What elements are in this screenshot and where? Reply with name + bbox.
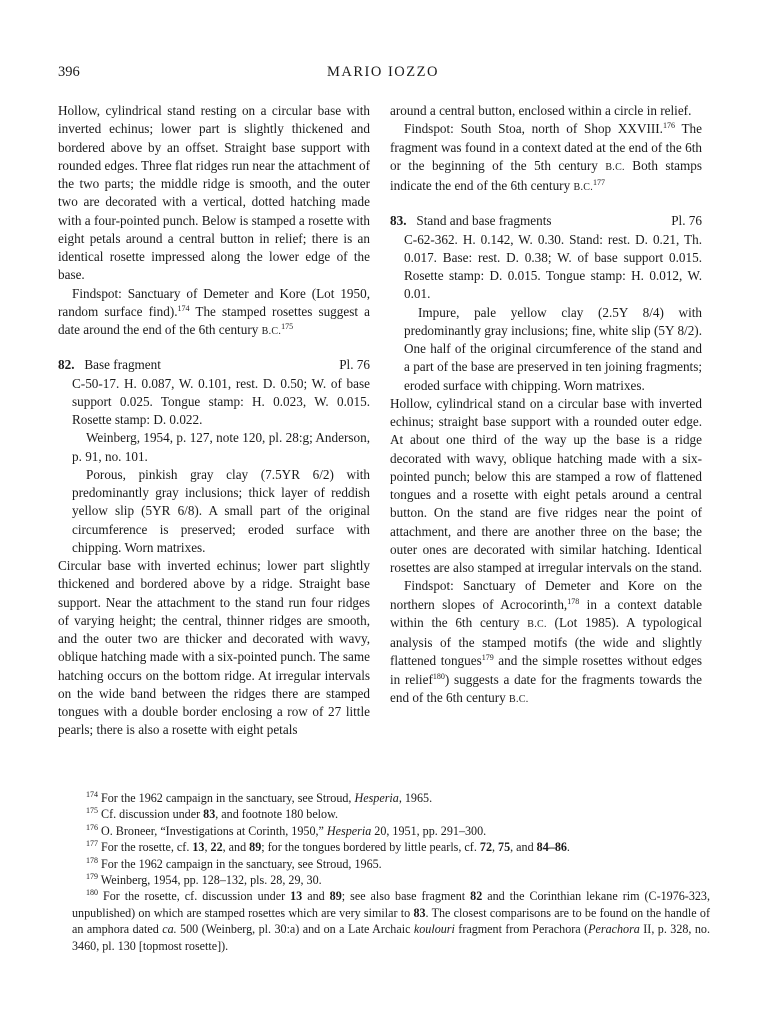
- stand-description: Hollow, cylindrical stand resting on a circular base with inverted echinus; lower part is slightly thickened and bordered above by an offset. Straight base support with rounded edges. Three flat ridges run near the attachment of the two parts; the middle ridge is smooth, and the outer two are decorated with a vertical, dotted hatching made with a four-pointed punch. Below is stamped a rosette with eight petals around a central button in relief; there is an identical rosette impressed along the lower edge of the base.: [58, 103, 370, 283]
- footnote-ref[interactable]: 178: [567, 596, 580, 606]
- footnote-ref[interactable]: 180: [432, 671, 445, 681]
- catalog-ref: 13: [192, 840, 205, 855]
- footnote-text: For the rosette, cf.: [98, 840, 193, 855]
- footnote-italic: koulouri: [413, 922, 455, 937]
- footnote-175: [58, 806, 710, 822]
- catalog-ref: 82: [470, 889, 483, 904]
- footnote-text: II, p. 328, no. 3460, pl. 130 [topmost rosette]).: [72, 922, 710, 953]
- footnote-text: . The closest comparisons are to be found on the handle of an amphora dated: [72, 905, 710, 937]
- findspot-text: The fragment was found in a context dated at the end of the 6th or the beginning of the 5th century: [390, 121, 703, 173]
- entry-83-findspot: [390, 577, 702, 709]
- footnote-text: 20, 1951, pp. 291–300.: [371, 823, 487, 838]
- footnote-ref[interactable]: 176: [662, 121, 675, 131]
- footnote-179: [58, 872, 710, 888]
- footnote-text: For the 1962 campaign in the sanctuary, see Stroud,: [98, 791, 355, 805]
- footnote-number: 175: [86, 806, 98, 816]
- footnote-text: For the rosette, cf. discussion under: [98, 889, 291, 904]
- footnote-text: Cf. discussion under: [98, 807, 204, 822]
- footnote-text: Weinberg, 1954, pp. 128–132, pls. 28, 29, 30.: [98, 873, 322, 888]
- entry-82-fabric: Porous, pinkish gray clay (7.5YR 6/2) with predominantly gray inclusions; thick layer of reddish yellow slip (5YR 6/8). A small part of the original circumference is preserved; eroded surface with chipping. Worn matrixes.: [72, 466, 370, 555]
- findspot-text: The stamped rosettes suggest a date around the end of the 6th century: [58, 303, 370, 337]
- findspot-text: (Lot 1985). A typological analysis of the stamped motifs (the wide and slightly flattened tongues: [390, 614, 702, 669]
- entry-83-description: Hollow, cylindrical stand on a circular base with inverted echinus; straight base support with a rounded outer edge. At about one third of the way up the base is a ridge decorated with wavy, oblique hatching made with a six-pointed punch; below this are stamped a row of flattened tongues and a rosette with eight petals around a central button. On the stand are five ridges near the point of attachment, and there are another three on the base; the outer ones are decorated with similar hatching. Identical rosettes are also stamped at irregular intervals on the stand.: [390, 395, 702, 575]
- findspot-text: and the simple rosettes without edges in relief: [390, 653, 702, 687]
- footnote-text: 500 (Weinberg, pl. 30:a) and on a Late Archaic: [176, 922, 414, 937]
- era-abbrev: B.C.: [527, 618, 547, 630]
- footnote-text: and: [302, 889, 330, 904]
- footnote-174: [58, 790, 710, 806]
- catalog-ref: 84–86: [536, 840, 567, 855]
- entry-82-bibliography: Weinberg, 1954, p. 127, note 120, pl. 28:g; Anderson, p. 91, no. 101.: [72, 430, 370, 464]
- footnote-text: ; see also base fragment: [341, 889, 471, 904]
- footnote-number: 178: [86, 855, 98, 865]
- entry-83-heading: [390, 212, 702, 230]
- footnote-number: 176: [86, 822, 98, 832]
- footnote-text: , and footnote 180 below.: [215, 807, 339, 822]
- footnote-177: [58, 839, 710, 855]
- findspot-paragraph: [58, 285, 370, 342]
- footnote-ref[interactable]: 179: [481, 653, 494, 663]
- entry-82-description-continued: around a central button, enclosed within a circle in relief.: [390, 103, 692, 118]
- entry-82-dimensions: C-50-17. H. 0.087, W. 0.101, rest. D. 0.50; W. of base support 0.025. Tongue stamp: H. 0.023, W. 0.015. Rosette stamp: D. 0.022.: [72, 375, 370, 427]
- footnote-176: [58, 823, 710, 839]
- entry-number: 82.: [58, 357, 75, 373]
- footnote-text: , 1965.: [398, 791, 433, 805]
- footnote-number: 179: [86, 872, 98, 882]
- right-column: [390, 102, 702, 709]
- page-header: [58, 64, 708, 84]
- findspot-text: ) suggests a date for the fragments towards the end of the 6th century: [390, 671, 702, 705]
- footnote-ref[interactable]: 175: [281, 322, 294, 331]
- plate-reference: Pl. 76: [671, 213, 702, 229]
- era-abbrev: B.C.: [573, 182, 594, 193]
- catalog-ref: 13: [290, 889, 303, 904]
- footnote-italic: Hesperia: [326, 823, 372, 838]
- footnote-text: ,: [204, 840, 211, 855]
- footnote-180: [58, 888, 710, 954]
- footnote-number: 177: [86, 839, 98, 849]
- catalog-ref: 72: [479, 840, 492, 855]
- footnote-italic: Perachora: [588, 922, 640, 937]
- footnote-text: , and: [510, 840, 537, 855]
- footnote-italic: Hesperia: [354, 791, 399, 805]
- footnote-italic: ca.: [162, 922, 177, 937]
- footnote-text: ; for the tongues bordered by little pearls, cf.: [261, 840, 480, 855]
- findspot-text: in a context datable within the 6th century: [390, 596, 702, 630]
- entry-82-description: Circular base with inverted echinus; lower part slightly thickened and bordered above by a ridge. Straight base support. Near the attachment to the stand run four ridges of varying height; the central, thinner ridges are smooth, and the outer two are thicker and decorated with wavy, oblique hatching made with a six-pointed punch. The same hatching occurs on the bottom ridge. At irregular intervals on the wide band between the ridges there are stamped tongues with a double border enclosing a row of 27 little pearls; there is also a rosette with eight petals: [58, 558, 370, 738]
- catalog-ref: 22: [210, 840, 223, 855]
- findspot-text: Both stamps indicate the end of the 6th century: [390, 157, 702, 193]
- catalog-ref: 83: [413, 905, 426, 920]
- footnote-text: For the 1962 campaign in the sanctuary, see Stroud, 1965.: [98, 856, 382, 871]
- entry-82-heading: [58, 356, 370, 374]
- findspot-text: Findspot: Sanctuary of Demeter and Kore (Lot 1950, random surface find).: [58, 285, 370, 319]
- entry-82-findspot: [390, 120, 702, 197]
- era-abbrev: B.C.: [605, 161, 625, 173]
- era-abbrev: B.C.: [509, 693, 529, 705]
- footnotes: [58, 790, 710, 954]
- footnote-text: , and: [222, 840, 250, 855]
- running-head: MARIO IOZZO: [327, 64, 439, 80]
- footnote-number: 180: [86, 888, 98, 898]
- era-abbrev: B.C.: [261, 326, 282, 337]
- footnote-text: ,: [491, 840, 499, 855]
- entry-83-fabric: Impure, pale yellow clay (2.5Y 8/4) with predominantly gray inclusions; fine, white slip (5Y 8/2). One half of the original circumference of the stand and a part of the base are preserved in ten joining fragments; eroded surface with chipping. Worn matrixes.: [404, 304, 702, 393]
- entry-title: Stand and base fragments: [416, 213, 552, 229]
- findspot-text: Findspot: Sanctuary of Demeter and Kore on the northern slopes of Acrocorinth,: [390, 578, 702, 612]
- footnote-number: 174: [86, 790, 98, 799]
- catalog-ref: 89: [249, 840, 262, 855]
- catalog-ref: 83: [203, 807, 216, 822]
- entry-number: 83.: [390, 213, 407, 229]
- footnote-text: .: [566, 840, 570, 855]
- footnote-ref[interactable]: 177: [593, 178, 606, 187]
- footnote-text: O. Broneer, “Investigations at Corinth, 1950,”: [98, 823, 327, 838]
- findspot-text: Findspot: South Stoa, north of Shop XXVIII.: [404, 121, 663, 137]
- page-number: 396: [58, 64, 80, 80]
- footnote-178: [58, 856, 710, 872]
- plate-reference: Pl. 76: [339, 357, 370, 373]
- catalog-ref: 75: [498, 840, 511, 855]
- footnote-text: and the Corinthian lekane rim (C-1976-323, unpublished) on which are stamped rosettes which are very similar to: [72, 889, 710, 920]
- entry-83-dimensions: C-62-362. H. 0.142, W. 0.30. Stand: rest. D. 0.21, Th. 0.017. Base: rest. D. 0.38; W. of base support 0.015. Rosette stamp: D. 0.015. Tongue stamp: H. 0.012, W. 0.01.: [404, 231, 702, 302]
- footnote-text: fragment from Perachora (: [454, 922, 589, 937]
- entry-title: Base fragment: [84, 357, 161, 373]
- footnote-ref[interactable]: 174: [177, 303, 190, 313]
- left-column: [58, 102, 370, 740]
- catalog-ref: 89: [329, 889, 342, 904]
